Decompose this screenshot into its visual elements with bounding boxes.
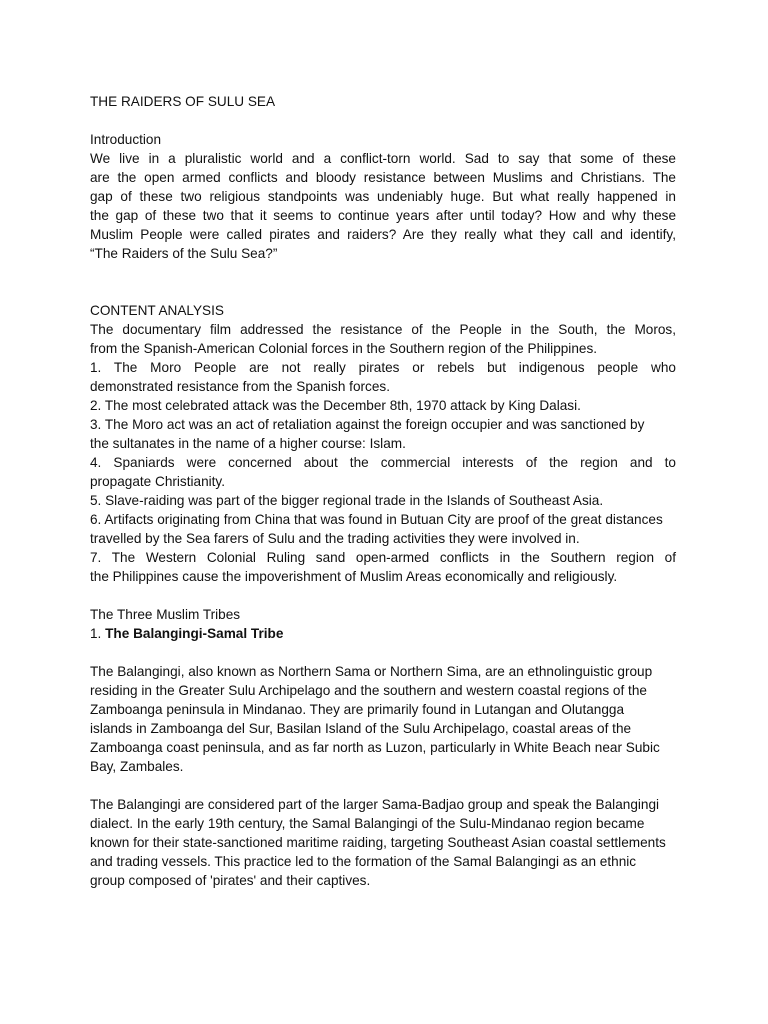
list-item-line: propagate Christianity.	[90, 474, 226, 489]
list-item-line: 2. The most celebrated attack was the December 8th, 1970 attack by King Dalasi.	[90, 398, 581, 413]
tribes-heading: The Three Muslim Tribes	[90, 607, 241, 622]
list-item-line: demonstrated resistance from the Spanish forces.	[90, 379, 390, 394]
document-page	[90, 92, 676, 890]
list-item-line: the Philippines cause the impoverishment of Muslim Areas economically and religiously.	[90, 569, 618, 584]
tribe-item-label: The Balangingi-Samal Tribe	[105, 626, 284, 641]
spacer	[90, 263, 676, 282]
document-title: THE RAIDERS OF SULU SEA	[90, 94, 276, 109]
paragraph-line: “The Raiders of the Sulu Sea?”	[90, 246, 278, 261]
intro-paragraph	[90, 149, 676, 263]
paragraph-line: The Balangingi are considered part of the larger Sama-Badjao group and speak the Balangingi	[90, 797, 660, 812]
paragraph-line: Bay, Zambales.	[90, 759, 184, 774]
paragraph-line: Zamboanga coast peninsula, and as far north as Luzon, particularly in White Beach near Subic	[90, 740, 660, 755]
paragraph-line: Zamboanga peninsula in Mindanao. They are primarily found in Lutangan and Olutangga	[90, 702, 625, 717]
paragraph-line: The documentary film addressed the resistance of the People in the South, the Moros,	[90, 322, 676, 337]
intro-heading: Introduction	[90, 132, 162, 147]
list-item-line: 3. The Moro act was an act of retaliation against the foreign occupier and was sanctioned by	[90, 417, 645, 432]
tribe-item-1	[90, 624, 676, 643]
paragraph-line: and trading vessels. This practice led to the formation of the Samal Balangingi as an ethnic	[90, 854, 637, 869]
paragraph-line: group composed of 'pirates' and their captives.	[90, 873, 371, 888]
list-item-line: 5. Slave-raiding was part of the bigger regional trade in the Islands of Southeast Asia.	[90, 493, 604, 508]
paragraph-line: known for their state-sanctioned maritime raiding, targeting Southeast Asian coastal settlements	[90, 835, 666, 850]
content-analysis-body	[90, 320, 676, 586]
list-item-line: 1. The Moro People are not really pirates or rebels but indigenous people who	[90, 360, 676, 375]
paragraph-line: islands in Zamboanga del Sur, Basilan Island of the Sulu Archipelago, coastal areas of the	[90, 721, 632, 736]
list-item-line: 7. The Western Colonial Ruling sand open-armed conflicts in the Southern region of	[90, 550, 676, 565]
list-item-line: 6. Artifacts originating from China that was found in Butuan City are proof of the great distances	[90, 512, 663, 527]
spacer	[90, 111, 676, 130]
tribe-paragraph-1	[90, 662, 676, 776]
spacer	[90, 282, 676, 301]
paragraph-line: from the Spanish-American Colonial forces in the Southern region of the Philippines.	[90, 341, 598, 356]
spacer	[90, 586, 676, 605]
spacer	[90, 643, 676, 662]
paragraph-line: are the open armed conflicts and bloody resistance between Muslims and Christians. The	[90, 170, 676, 185]
paragraph-line: the gap of these two that it seems to continue years after until today? How and why these	[90, 208, 676, 223]
paragraph-line: dialect. In the early 19th century, the Samal Balangingi of the Sulu-Mindanao region became	[90, 816, 645, 831]
paragraph-line: gap of these two religious standpoints was undeniably huge. But what really happened in	[90, 189, 676, 204]
paragraph-line: We live in a pluralistic world and a conflict-torn world. Sad to say that some of these	[90, 151, 676, 166]
paragraph-line: Muslim People were called pirates and raiders? Are they really what they call and identify,	[90, 227, 676, 242]
list-item-line: 4. Spaniards were concerned about the commercial interests of the region and to	[90, 455, 676, 470]
tribe-paragraph-2	[90, 795, 676, 890]
spacer	[90, 776, 676, 795]
content-analysis-heading: CONTENT ANALYSIS	[90, 303, 224, 318]
paragraph-line: residing in the Greater Sulu Archipelago and the southern and western coastal regions of the	[90, 683, 647, 698]
tribe-item-number: 1.	[90, 626, 106, 641]
paragraph-line: The Balangingi, also known as Northern Sama or Northern Sima, are an ethnolinguistic group	[90, 664, 653, 679]
list-item-line: travelled by the Sea farers of Sulu and the trading activities they were involved in.	[90, 531, 580, 546]
list-item-line: the sultanates in the name of a higher course: Islam.	[90, 436, 406, 451]
